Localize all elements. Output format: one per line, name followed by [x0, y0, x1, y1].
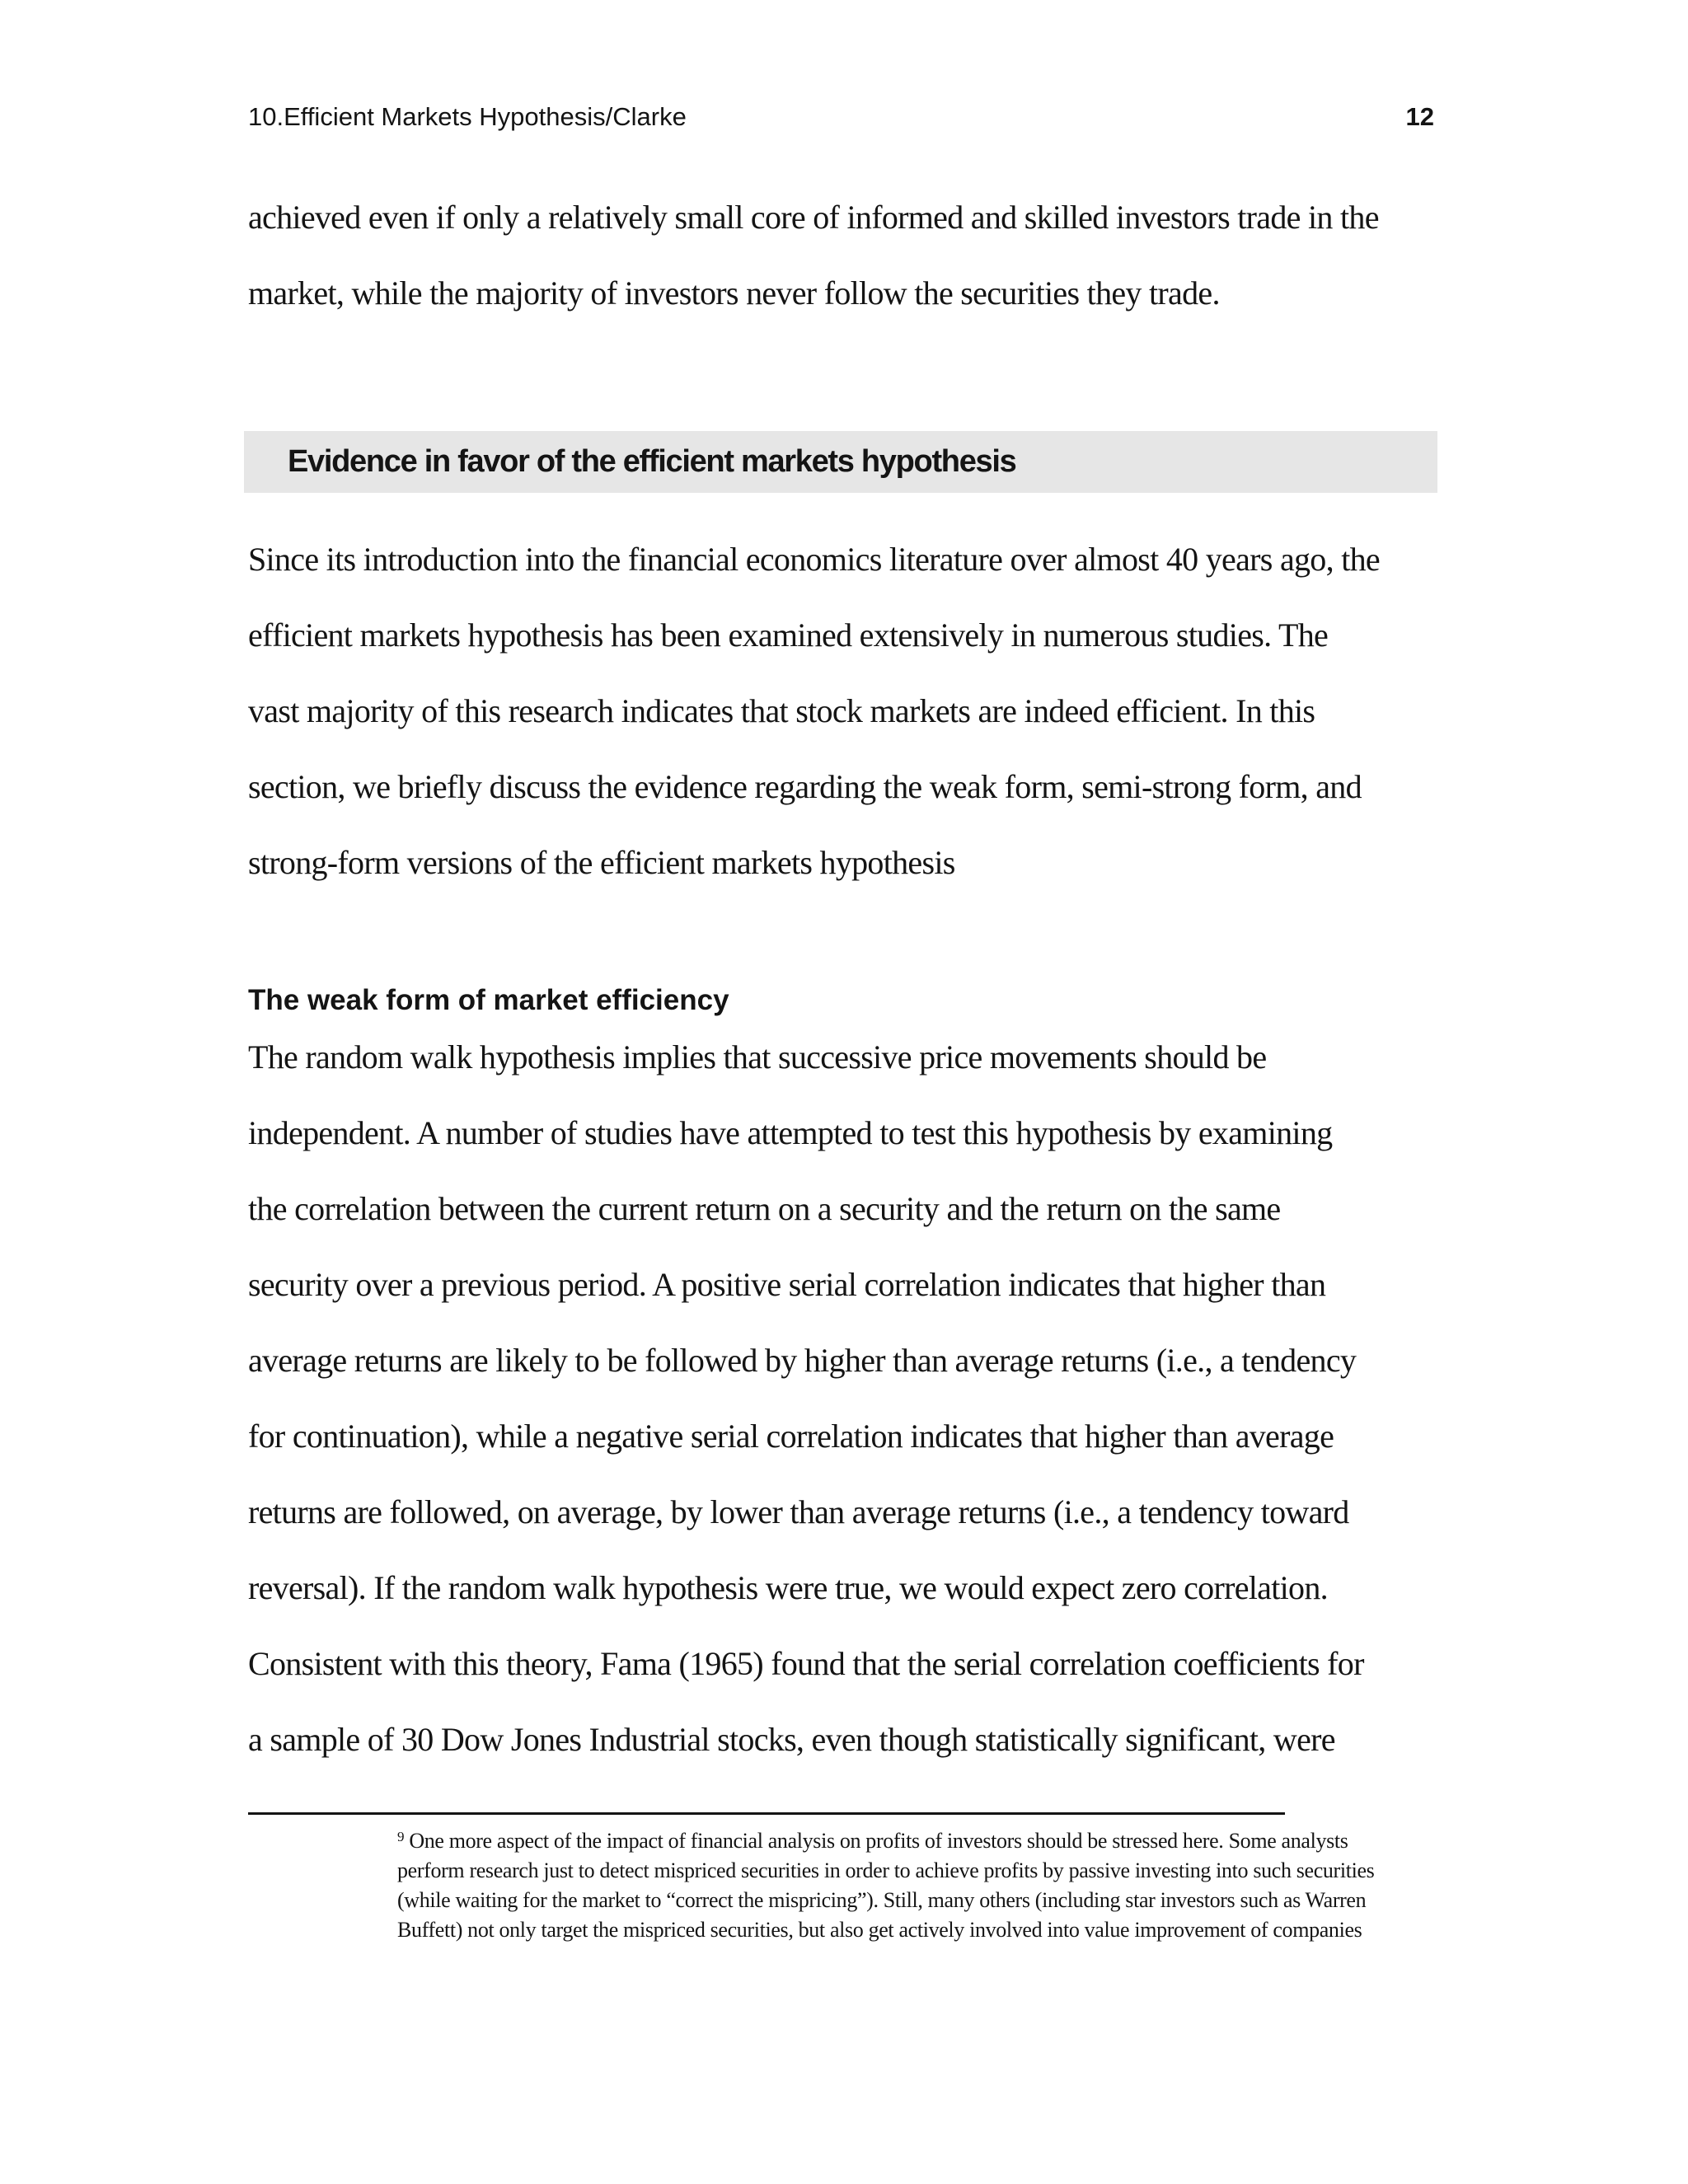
- footnote-marker: 9: [397, 1829, 405, 1844]
- text-line: returns are followed, on average, by lower than average returns (i.e., a tendency toward: [248, 1493, 1349, 1530]
- text-line: security over a previous period. A positive serial correlation indicates that higher than: [248, 1266, 1326, 1303]
- footnote-text: One more aspect of the impact of financial analysis on profits of investors should be stressed here. Some analysts: [409, 1829, 1348, 1853]
- footnote: [397, 1826, 1434, 1945]
- text-line: Since its introduction into the financial economics literature over almost 40 years ago, the: [248, 541, 1380, 578]
- section-heading: Evidence in favor of the efficient markets hypothesis: [288, 444, 1016, 479]
- section-paragraph: [248, 522, 1435, 901]
- footnote-separator: [248, 1812, 1285, 1815]
- text-line: The random walk hypothesis implies that successive price movements should be: [248, 1038, 1267, 1076]
- text-line: strong-form versions of the efficient markets hypothesis: [248, 844, 955, 881]
- text-line: vast majority of this research indicates that stock markets are indeed efficient. In this: [248, 692, 1315, 729]
- subsection-paragraph: [248, 1019, 1435, 1778]
- text-line: the correlation between the current return on a security and the return on the same: [248, 1190, 1281, 1227]
- text-line: Consistent with this theory, Fama (1965) found that the serial correlation coefficients for: [248, 1645, 1364, 1682]
- page-number: 12: [1405, 102, 1434, 131]
- text-line: independent. A number of studies have attempted to test this hypothesis by examining: [248, 1114, 1333, 1151]
- text-line: market, while the majority of investors never follow the securities they trade.: [248, 274, 1220, 312]
- footnote-line: Buffett) not only target the mispriced securities, but also get actively involved into value improvement of companies: [397, 1918, 1362, 1942]
- text-line: average returns are likely to be followed by higher than average returns (i.e., a tendency: [248, 1342, 1357, 1379]
- footnote-line: (while waiting for the market to “correct the mispricing”). Still, many others (including star investors such as Warren: [397, 1888, 1367, 1912]
- text-line: section, we briefly discuss the evidence regarding the weak form, semi-strong form, and: [248, 768, 1362, 805]
- subsection-heading: The weak form of market efficiency: [248, 984, 729, 1016]
- intro-paragraph: [248, 180, 1435, 331]
- text-line: for continuation), while a negative serial correlation indicates that higher than average: [248, 1418, 1334, 1455]
- footnote-line: [397, 1826, 1434, 1856]
- text-line: achieved even if only a relatively small core of informed and skilled investors trade in the: [248, 199, 1379, 236]
- text-line: reversal). If the random walk hypothesis were true, we would expect zero correlation.: [248, 1569, 1328, 1606]
- footnote-line: perform research just to detect mispriced securities in order to achieve profits by passive investing into such securities: [397, 1858, 1375, 1882]
- running-header-title: 10.Efficient Markets Hypothesis/Clarke: [248, 102, 687, 131]
- text-line: efficient markets hypothesis has been examined extensively in numerous studies. The: [248, 616, 1329, 654]
- text-line: a sample of 30 Dow Jones Industrial stocks, even though statistically significant, were: [248, 1721, 1335, 1758]
